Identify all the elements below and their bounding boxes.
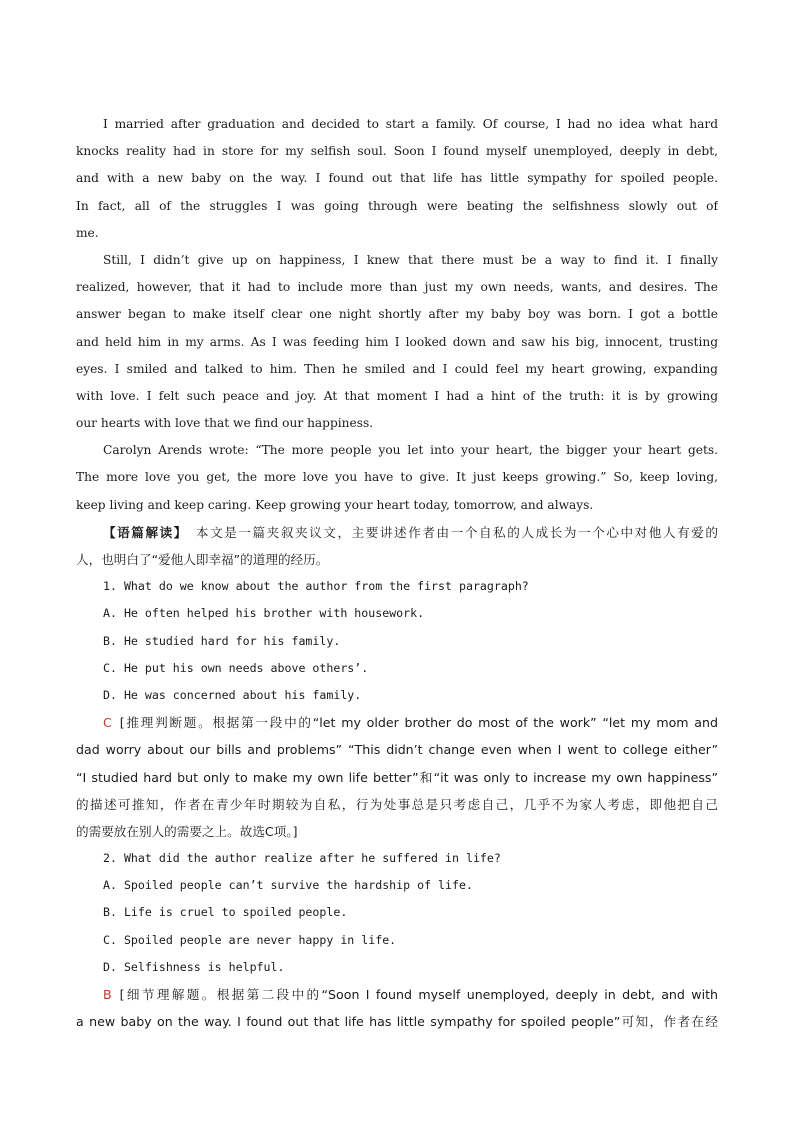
text-line: The more love you get, the more love you have to give. It just keeps growing.” So, keep loving, <box>76 470 718 485</box>
discourse-summary <box>76 519 718 573</box>
text-line: In fact, all of the struggles I was going through were beating the selfishness slowly out of <box>76 198 718 213</box>
passage-paragraph-3 <box>76 437 718 519</box>
text-line: knocks reality had in store for my selfish soul. Soon I found myself unemployed, deeply in debt, <box>76 144 718 159</box>
option-d: D. He was concerned about his family. <box>103 687 362 702</box>
option-d: D. Selfishness is helpful. <box>103 959 285 974</box>
option-c: C. Spoiled people are never happy in life. <box>103 932 397 947</box>
question-stem: 2. What did the author realize after he suffered in life? <box>103 851 501 866</box>
summary-line: 人，也明白了“爱他人即幸福”的道理的经历。 <box>76 552 329 567</box>
document-page <box>76 111 718 1035</box>
explanation-text: [细节理解题。根据第二段中的“Soon I found myself unemployed, deeply in debt, and with <box>119 987 718 1002</box>
text-line: answer began to make itself clear one night shortly after my baby boy was born. I got a bottle <box>76 307 718 322</box>
option-a: A. Spoiled people can’t survive the hardship of life. <box>103 878 473 893</box>
explanation-line <box>76 709 718 736</box>
explanation-line: a new baby on the way. I found out that life has little sympathy for spoiled people”可知，作者在经 <box>76 1014 718 1030</box>
text-line: our hearts with love that we find our happiness. <box>76 416 374 431</box>
option-b: B. Life is cruel to spoiled people. <box>103 905 348 920</box>
text-line: and with a new baby on the way. I found out that life has little sympathy for spoiled people. <box>76 171 718 186</box>
text-line: Carolyn Arends wrote: “The more people you let into your heart, the bigger your heart gets. <box>103 443 718 458</box>
summary-text: 本文是一篇夹叙夹议文，主要讲述作者由一个自私的人成长为一个心中对他人有爱的 <box>195 524 718 540</box>
explanation-line <box>76 981 718 1008</box>
text-line: Still, I didn’t give up on happiness, I knew that there must be a way to find it. I finally <box>103 252 718 267</box>
explanation-line: dad worry about our bills and problems” “This didn’t change even when I went to college either” <box>76 742 718 758</box>
question-stem: 1. What do we know about the author from the first paragraph? <box>103 579 529 594</box>
text-line: I married after graduation and decided to start a family. Of course, I had no idea what hard <box>103 117 718 131</box>
text-line: realized, however, that it had to include more than just my own needs, wants, and desires. The <box>76 280 718 295</box>
question-1 <box>76 573 718 845</box>
option-b: B. He studied hard for his family. <box>103 633 341 648</box>
answer-letter: B <box>103 987 112 1002</box>
text-line: and held him in my arms. As I was feeding him I looked down and saw his big, innocent, trusting <box>76 334 718 349</box>
question-2 <box>76 845 718 1035</box>
explanation-line: “I studied hard but only to make my own life better”和“it was only to increase my own happiness” <box>76 769 718 785</box>
text-line: me. <box>76 225 99 240</box>
answer-letter: C <box>103 715 112 731</box>
explanation-line: 的描述可推知，作者在青少年时期较为自私，行为处事总是只考虑自己，几乎不为家人考虑，即他把自己 <box>76 796 718 812</box>
text-line: eyes. I smiled and talked to him. Then he smiled and I could feel my heart growing, expanding <box>76 361 718 376</box>
explanation-line: 的需要放在别人的需要之上。故选C项。] <box>76 823 298 839</box>
passage-paragraph-1 <box>76 111 718 247</box>
summary-line <box>76 519 718 546</box>
passage-paragraph-2 <box>76 247 718 437</box>
text-line: with love. I felt such peace and joy. At that moment I had a hint of the truth: it is by growing <box>76 388 718 403</box>
option-c: C. He put his own needs above others’. <box>103 660 369 675</box>
option-a: A. He often helped his brother with housework. <box>103 606 425 621</box>
summary-label: 【语篇解读】 <box>103 524 188 540</box>
explanation-text: [推理判断题。根据第一段中的“let my older brother do most of the work” “let my mom and <box>119 715 718 731</box>
text-line: keep living and keep caring. Keep growing your heart today, tomorrow, and always. <box>76 497 594 512</box>
